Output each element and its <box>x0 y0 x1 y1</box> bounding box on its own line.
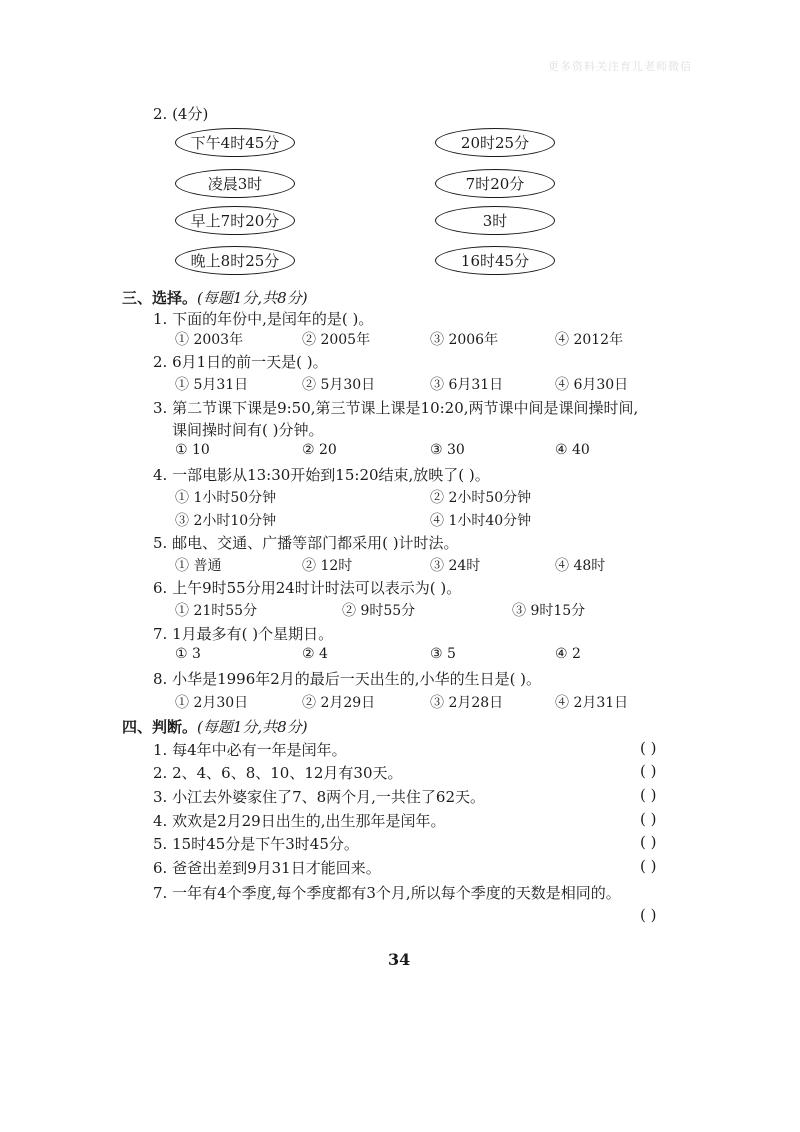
choice-q3-line2: 课间操时间有( )分钟。 <box>172 421 324 439</box>
choice-q8: 8. 小华是1996年2月的最后一天出生的,小华的生日是( )。 <box>153 670 542 688</box>
choice-q4-opt1: ① 1小时50分钟 <box>175 490 277 506</box>
choice-q8-opt1: ① 2月30日 <box>175 695 249 711</box>
choice-q7-opt2: ② 4 <box>302 646 328 662</box>
judge-item-7: 7. 一年有4个季度,每个季度都有3个月,所以每个季度的天数是相同的。 <box>153 884 621 902</box>
matching-right-oval-4: 16时45分 <box>435 246 555 275</box>
choice-q4-opt4: ④ 1小时40分钟 <box>430 513 532 529</box>
choice-q7-opt4: ④ 2 <box>555 646 581 662</box>
choice-section-heading <box>122 287 308 308</box>
matching-left-oval-3: 早上7时20分 <box>175 206 295 235</box>
judge-item-2: 2. 2、4、6、8、10、12月有30天。 <box>153 764 403 782</box>
watermark-text: 更多资料关注育儿老师微信 <box>548 60 692 73</box>
choice-q2-opt3: ③ 6月31日 <box>430 377 504 393</box>
choice-q6-opt1: ① 21时55分 <box>175 603 258 619</box>
judge-answer-5[interactable]: ( ) <box>640 833 657 851</box>
choice-q3-opt1: ① 10 <box>175 442 210 458</box>
choice-q2-opt2: ② 5月30日 <box>302 377 376 393</box>
choice-note: (每题1分,共8分) <box>197 289 308 307</box>
choice-q2-opt1: ① 5月31日 <box>175 377 249 393</box>
choice-q1-opt2: ② 2005年 <box>302 332 371 348</box>
page-number: 34 <box>388 950 411 969</box>
choice-q6-opt3: ③ 9时15分 <box>512 603 586 619</box>
choice-q6: 6. 上午9时55分用24时计时法可以表示为( )。 <box>153 579 462 597</box>
choice-q6-opt2: ② 9时55分 <box>342 603 416 619</box>
judge-item-6: 6. 爸爸出差到9月31日才能回来。 <box>153 859 381 877</box>
choice-q1-opt1: ① 2003年 <box>175 332 244 348</box>
choice-q1: 1. 下面的年份中,是闰年的是( )。 <box>153 310 374 328</box>
choice-q3: 3. 第二节课下课是9:50,第三节课上课是10:20,两节课中间是课间操时间, <box>153 399 639 417</box>
judge-item-5: 5. 15时45分是下午3时45分。 <box>153 835 359 853</box>
matching-right-oval-3: 3时 <box>435 206 555 235</box>
judge-item-3: 3. 小江去外婆家住了7、8两个月,一共住了62天。 <box>153 788 486 806</box>
choice-q7-opt3: ③ 5 <box>430 646 456 662</box>
judge-answer-7[interactable]: ( ) <box>640 906 657 924</box>
choice-q8-opt3: ③ 2月28日 <box>430 695 504 711</box>
choice-q4-opt2: ② 2小时50分钟 <box>430 490 532 506</box>
matching-right-oval-1: 20时25分 <box>435 128 555 157</box>
choice-q1-opt4: ④ 2012年 <box>555 332 624 348</box>
choice-q8-opt4: ④ 2月31日 <box>555 695 629 711</box>
choice-heading: 三、选择。 <box>122 289 198 307</box>
choice-q3-opt2: ② 20 <box>302 442 337 458</box>
judge-answer-2[interactable]: ( ) <box>640 762 657 780</box>
choice-q2: 2. 6月1日的前一天是( )。 <box>153 353 328 371</box>
matching-right-oval-2: 7时20分 <box>435 169 555 198</box>
judge-section-heading <box>122 716 308 737</box>
choice-q5: 5. 邮电、交通、广播等部门都采用( )计时法。 <box>153 534 459 552</box>
choice-q5-opt4: ④ 48时 <box>555 558 606 574</box>
choice-q2-opt4: ④ 6月30日 <box>555 377 629 393</box>
choice-q5-opt2: ② 12时 <box>302 558 353 574</box>
matching-left-oval-4: 晚上8时25分 <box>175 246 295 275</box>
judge-item-1: 1. 每4年中必有一年是闰年。 <box>153 741 347 759</box>
judge-answer-4[interactable]: ( ) <box>640 810 657 828</box>
choice-q7: 7. 1月最多有( )个星期日。 <box>153 625 334 643</box>
matching-left-oval-1: 下午4时45分 <box>175 128 295 157</box>
judge-note: (每题1分,共8分) <box>197 718 308 736</box>
choice-q8-opt2: ② 2月29日 <box>302 695 376 711</box>
judge-answer-3[interactable]: ( ) <box>640 786 657 804</box>
choice-q3-opt4: ④ 40 <box>555 442 590 458</box>
matching-label: 2. (4分) <box>153 105 209 123</box>
matching-left-oval-2: 凌晨3时 <box>175 169 295 198</box>
choice-q4: 4. 一部电影从13:30开始到15:20结束,放映了( )。 <box>153 466 490 484</box>
choice-q5-opt3: ③ 24时 <box>430 558 481 574</box>
choice-q3-opt3: ③ 30 <box>430 442 465 458</box>
judge-answer-1[interactable]: ( ) <box>640 739 657 757</box>
choice-q5-opt1: ① 普通 <box>175 558 222 574</box>
judge-answer-6[interactable]: ( ) <box>640 857 657 875</box>
judge-item-4: 4. 欢欢是2月29日出生的,出生那年是闰年。 <box>153 812 446 830</box>
choice-q7-opt1: ① 3 <box>175 646 201 662</box>
choice-q1-opt3: ③ 2006年 <box>430 332 499 348</box>
judge-heading: 四、判断。 <box>122 718 198 736</box>
choice-q4-opt3: ③ 2小时10分钟 <box>175 513 277 529</box>
